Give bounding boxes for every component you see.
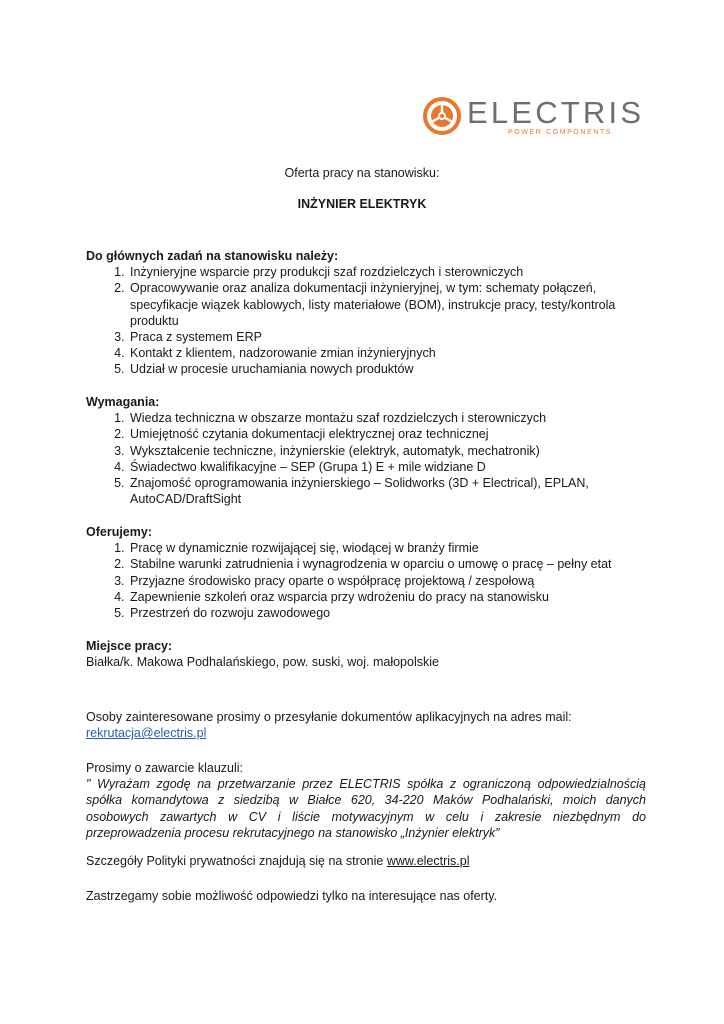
offer-title: Oferujemy: <box>86 525 152 539</box>
location-section <box>86 638 646 670</box>
location-text: Białka/k. Makowa Podhalańskiego, pow. suski, woj. małopolskie <box>86 655 439 670</box>
privacy-text: Szczegóły Polityki prywatności znajdują się na stronie <box>86 854 387 868</box>
list-item: 3. Praca z systemem ERP <box>128 329 646 345</box>
company-logo <box>422 95 645 140</box>
requirements-list <box>86 410 646 507</box>
list-item: 2. Stabilne warunki zatrudnienia i wynagrodzenia w oparciu o umowę o pracę – pełny etat <box>128 556 646 572</box>
disclaimer-text: Zastrzegamy sobie możliwość odpowiedzi tylko na interesujące nas oferty. <box>86 889 498 903</box>
list-item: 3. Wykształcenie techniczne, inżynierskie (elektryk, automatyk, mechatronik) <box>128 443 646 459</box>
list-item: 1. Wiedza techniczna w obszarze montażu szaf rozdzielczych i sterowniczych <box>128 410 646 426</box>
website-link[interactable]: www.electris.pl <box>386 854 470 868</box>
clause-section <box>86 760 646 841</box>
duties-section <box>86 248 646 378</box>
disclaimer-section <box>86 888 646 904</box>
list-item: 4. Kontakt z klientem, nadzorowanie zmian inżynieryjnych <box>128 345 646 361</box>
offer-intro: Oferta pracy na stanowisku: <box>284 166 440 180</box>
duties-list <box>86 264 646 377</box>
list-item: 1. Inżynieryjne wsparcie przy produkcji szaf rozdzielczych i sterowniczych <box>128 264 646 280</box>
logo-brand-text: ELECTRIS <box>467 95 645 130</box>
clause-intro: Prosimy o zawarcie klauzuli: <box>86 761 243 775</box>
requirements-title: Wymagania: <box>86 395 160 409</box>
list-item: 3. Przyjazne środowisko pracy oparte o współpracę projektową / zespołową <box>128 573 646 589</box>
location-title: Miejsce pracy: <box>86 639 173 653</box>
list-item: 1. Pracę w dynamicznie rozwijającej się, wiodącej w branży firmie <box>128 540 646 556</box>
privacy-section <box>86 853 646 869</box>
list-item: 5. Udział w procesie uruchamiania nowych produktów <box>128 361 646 377</box>
list-item: 5. Przestrzeń do rozwoju zawodowego <box>128 605 646 621</box>
electris-logo-icon <box>422 96 462 136</box>
application-text: Osoby zainteresowane prosimy o przesyłanie dokumentów aplikacyjnych na adres mail: <box>86 710 572 724</box>
list-item: 5. Znajomość oprogramowania inżynierskiego – Solidworks (3D + Electrical), EPLAN, AutoCAD/DraftSight <box>128 475 646 507</box>
logo-tagline: POWER COMPONENTS <box>508 129 613 136</box>
list-item: 2. Opracowywanie oraz analiza dokumentacji inżynieryjnej, w tym: schematy połączeń, specyfikacje wiązek kablowych, listy materiałowe (BOM), instrukcje pracy, testy/kontrola produktu <box>128 280 646 329</box>
list-item: 4. Zapewnienie szkoleń oraz wsparcia przy wdrożeniu do pracy na stanowisku <box>128 589 646 605</box>
requirements-section <box>86 394 646 507</box>
position-title: INŻYNIER ELEKTRYK <box>297 197 427 211</box>
offer-list <box>86 540 646 621</box>
offer-section <box>86 524 646 621</box>
application-section <box>86 709 646 741</box>
list-item: 4. Świadectwo kwalifikacyjne – SEP (Grupa 1) E + mile widziane D <box>128 459 646 475</box>
duties-title: Do głównych zadań na stanowisku należy: <box>86 249 339 263</box>
list-item: 2. Umiejętność czytania dokumentacji elektrycznej oraz technicznej <box>128 426 646 442</box>
email-link[interactable]: rekrutacja@electris.pl <box>86 726 207 741</box>
privacy-line <box>86 853 646 869</box>
consent-clause-text: " Wyrażam zgodę na przetwarzanie przez ELECTRIS spółka z ograniczoną odpowiedzialnością spółka komandytowa z siedzibą w Białce 620, 34-220 Maków Podhalański, moich danych osobowych zawartych w CV i liście motywacyjnym w celu i zakresie niezbędnym do przeprowadzenia procesu rekrutacyjnego na stanowisko „Inżynier elektryk” <box>86 777 646 840</box>
